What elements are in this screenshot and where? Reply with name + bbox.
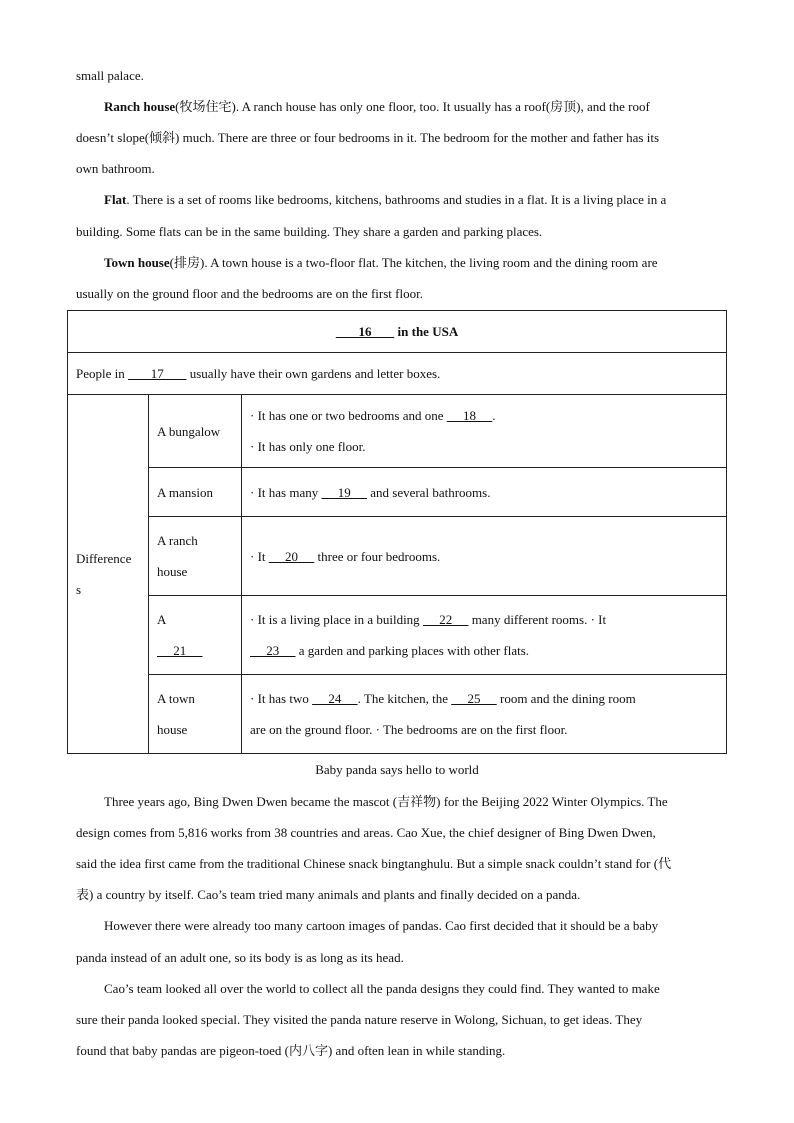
article-p3-line-1: Cao’s team looked all over the world to collect all the panda designs they could find. They wanted to make xyxy=(104,981,660,996)
intro-line-6: building. Some flats can be in the same building. They share a garden and parking places. xyxy=(76,224,543,239)
flat-paragraph: Flat. There is a set of rooms like bedrooms, kitchens, bathrooms and studies in a flat. It is a living place in a xyxy=(104,192,667,207)
mansion-name: A mansion xyxy=(149,468,242,517)
bungalow-desc: · It has one or two bedrooms and one 18 . · It has only one floor. xyxy=(242,395,727,468)
blank-23: 23 xyxy=(250,643,296,658)
mansion-desc: · It has many 19 and several bathrooms. xyxy=(242,468,727,517)
blank-19: 19 xyxy=(321,484,367,500)
ranch-house-paragraph: Ranch house(牧场住宅). A ranch house has only one floor, too. It usually has a roof(房顶), and the roof xyxy=(104,99,650,114)
blank-20: 20 xyxy=(268,548,315,564)
differences-cell: Difference s xyxy=(68,395,149,754)
table-row-people: People in 17 usually have their own gardens and letter boxes. xyxy=(68,353,727,395)
article-p2-line-2: panda instead of an adult one, so its body is as long as its head. xyxy=(76,950,404,965)
blank-22: 22 xyxy=(422,612,469,627)
houses-table xyxy=(67,310,727,754)
blank-25: 25 xyxy=(451,691,497,706)
article-title: Baby panda says hello to world xyxy=(315,762,479,777)
town-name: A town house xyxy=(149,675,242,754)
intro-line-1: small palace. xyxy=(76,68,144,83)
flat-name: A 21 xyxy=(149,596,242,675)
blank-21: 21 xyxy=(157,643,203,658)
town-desc: · It has two 24 . The kitchen, the 25 room and the dining room are on the ground floor. · The bedrooms are on the first floor. xyxy=(242,675,727,754)
intro-line-3: doesn’t slope(倾斜) much. There are three or four bedrooms in it. The bedroom for the mother and father has its xyxy=(76,130,660,145)
flat-term: Flat xyxy=(104,192,127,207)
intro-line-8: usually on the ground floor and the bedrooms are on the first floor. xyxy=(76,286,423,301)
blank-18: 18 xyxy=(446,408,493,423)
blank-17: 17 xyxy=(128,366,187,381)
ranch-desc: · It 20 three or four bedrooms. xyxy=(242,517,727,596)
article-p1-line-4: 表) a country by itself. Cao’s team tried many animals and plants and finally decided on a panda. xyxy=(76,887,581,902)
article-p3-line-2: sure their panda looked special. They visited the panda nature reserve in Wolong, Sichuan, to get ideas. They xyxy=(76,1012,643,1027)
table-title: 16 in the USA xyxy=(68,311,727,353)
ranch-house-term: Ranch house xyxy=(104,99,176,114)
intro-line-4: own bathroom. xyxy=(76,161,155,176)
article-p1-line-3: said the idea first came from the traditional Chinese snack bingtanghulu. But a simple snack couldn’t stand for (代 xyxy=(76,856,672,871)
town-house-paragraph: Town house(排房). A town house is a two-floor flat. The kitchen, the living room and the dining room are xyxy=(104,255,658,270)
town-house-term: Town house xyxy=(104,255,170,270)
article-p1-line-1: Three years ago, Bing Dwen Dwen became the mascot (吉祥物) for the Beijing 2022 Winter Olympics. The xyxy=(104,794,668,809)
article-p1-line-2: design comes from 5,816 works from 38 countries and areas. Cao Xue, the chief designer of Bing Dwen Dwen, xyxy=(76,825,656,840)
flat-desc: · It is a living place in a building 22 many different rooms. · It 23 a garden and parking places with other flats. xyxy=(242,596,727,675)
article-p3-line-3: found that baby pandas are pigeon-toed (内八字) and often lean in while standing. xyxy=(76,1043,506,1058)
bungalow-name: A bungalow xyxy=(149,395,242,468)
blank-16: 16 xyxy=(335,324,395,339)
article-p2-line-1: However there were already too many cartoon images of pandas. Cao first decided that it should be a baby xyxy=(104,918,659,933)
blank-24: 24 xyxy=(312,691,358,706)
ranch-name: A ranch house xyxy=(149,517,242,596)
